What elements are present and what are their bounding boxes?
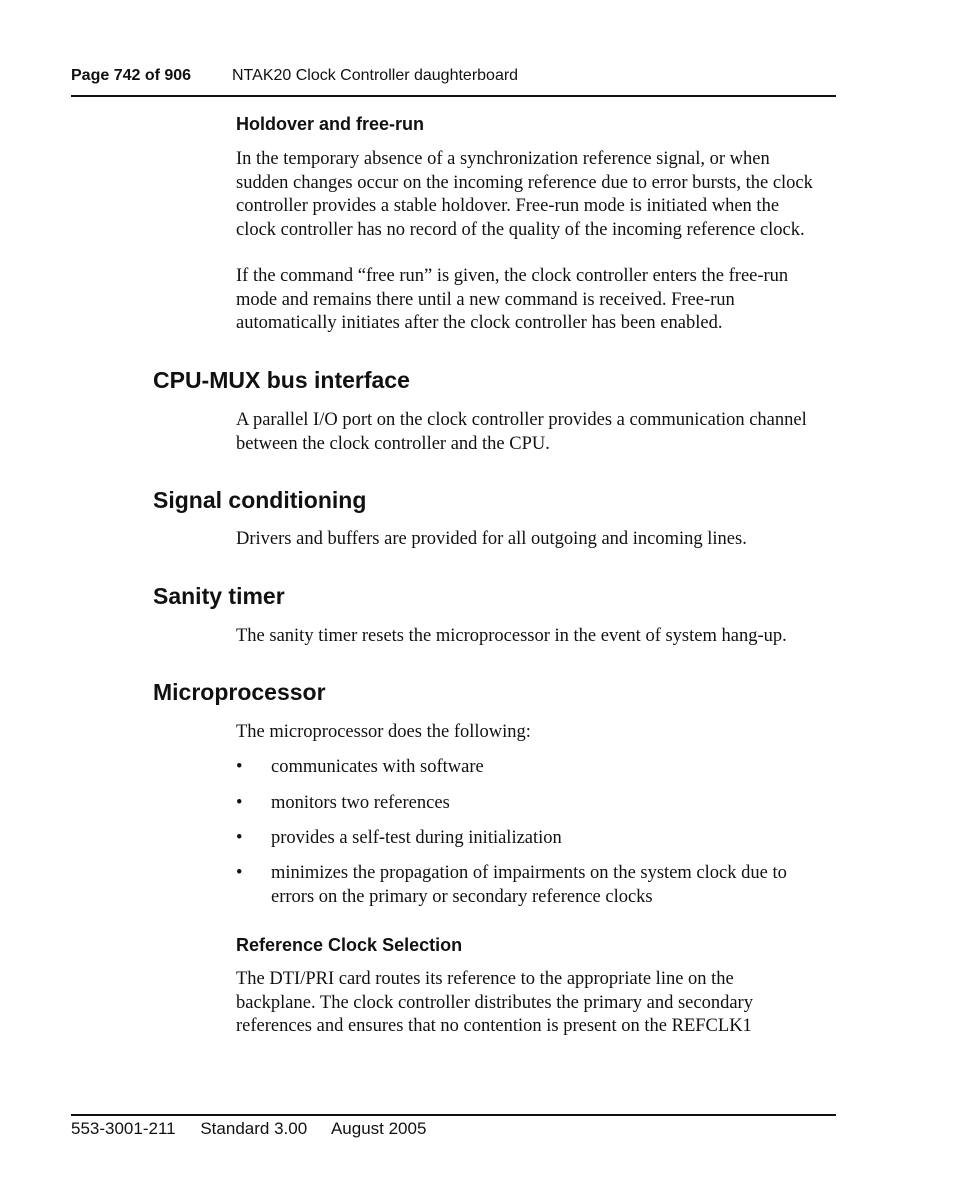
paragraph-holdover-2 [236, 265, 841, 336]
paragraph-signal-conditioning [236, 528, 841, 552]
text-line: mode and remains there until a new command is received. Free-run [236, 289, 735, 310]
page-header [71, 66, 519, 86]
text-line: controller provides a stable holdover. Free-run mode is initiated when the [236, 196, 780, 216]
footer-divider [71, 1114, 836, 1116]
bullet-icon: • [236, 793, 243, 813]
header-divider [71, 95, 836, 97]
list-item-text [271, 862, 787, 909]
text-line: communicates with software [271, 757, 484, 777]
text-line: minimizes the propagation of impairments on the system clock due to [271, 863, 787, 883]
text-line: references and ensures that no contention is present on the REFCLK1 [236, 1016, 752, 1036]
text-line: If the command “free run” is given, the clock controller enters the free-run [236, 266, 789, 286]
text-line: The DTI/PRI card routes its reference to the appropriate line on the [236, 969, 734, 989]
list-item-text [271, 827, 562, 851]
heading-holdover: Holdover and free-run [236, 114, 425, 134]
paragraph-holdover-1 [236, 148, 841, 242]
footer-standard: Standard 3.00 [200, 1119, 308, 1138]
bullet-icon: • [236, 828, 243, 848]
paragraph-cpu-mux [236, 409, 841, 456]
text-line: The sanity timer resets the microprocessor in the event of system hang-up. [236, 626, 787, 646]
bullet-icon: • [236, 757, 243, 777]
paragraph-microprocessor-intro [236, 721, 841, 745]
page-number: Page 742 of 906 [71, 67, 192, 84]
heading-signal-conditioning: Signal conditioning [153, 487, 367, 513]
heading-reference-clock-selection: Reference Clock Selection [236, 935, 463, 955]
text-line: clock controller has no record of the quality of the incoming reference clock. [236, 219, 805, 240]
heading-cpu-mux: CPU-MUX bus interface [153, 367, 410, 393]
page-footer [71, 1118, 446, 1139]
document-title: NTAK20 Clock Controller daughterboard [232, 67, 519, 84]
text-line: sudden changes occur on the incoming reference due to error bursts, the clock [236, 172, 813, 193]
text-line: between the clock controller and the CPU. [236, 433, 550, 454]
text-line: A parallel I/O port on the clock controller provides a communication channel [236, 410, 807, 430]
heading-microprocessor: Microprocessor [153, 679, 326, 705]
text-line: monitors two references [271, 793, 450, 813]
text-line: The microprocessor does the following: [236, 722, 531, 742]
text-line: errors on the primary or secondary reference clocks [271, 886, 653, 907]
bullet-icon: • [236, 863, 243, 883]
paragraph-reference-clock [236, 968, 841, 1039]
list-item-text [271, 756, 484, 780]
text-line: In the temporary absence of a synchronization reference signal, or when [236, 149, 770, 169]
list-item-text [271, 792, 450, 816]
text-line: automatically initiates after the clock controller has been enabled. [236, 313, 723, 333]
text-line: Drivers and buffers are provided for all outgoing and incoming lines. [236, 529, 747, 549]
text-line: backplane. The clock controller distributes the primary and secondary [236, 992, 753, 1013]
paragraph-sanity-timer [236, 625, 841, 649]
footer-date: August 2005 [330, 1119, 427, 1138]
text-line: provides a self-test during initialization [271, 828, 562, 848]
heading-sanity-timer: Sanity timer [153, 583, 285, 609]
footer-doc-number: 553-3001-211 [71, 1119, 176, 1138]
